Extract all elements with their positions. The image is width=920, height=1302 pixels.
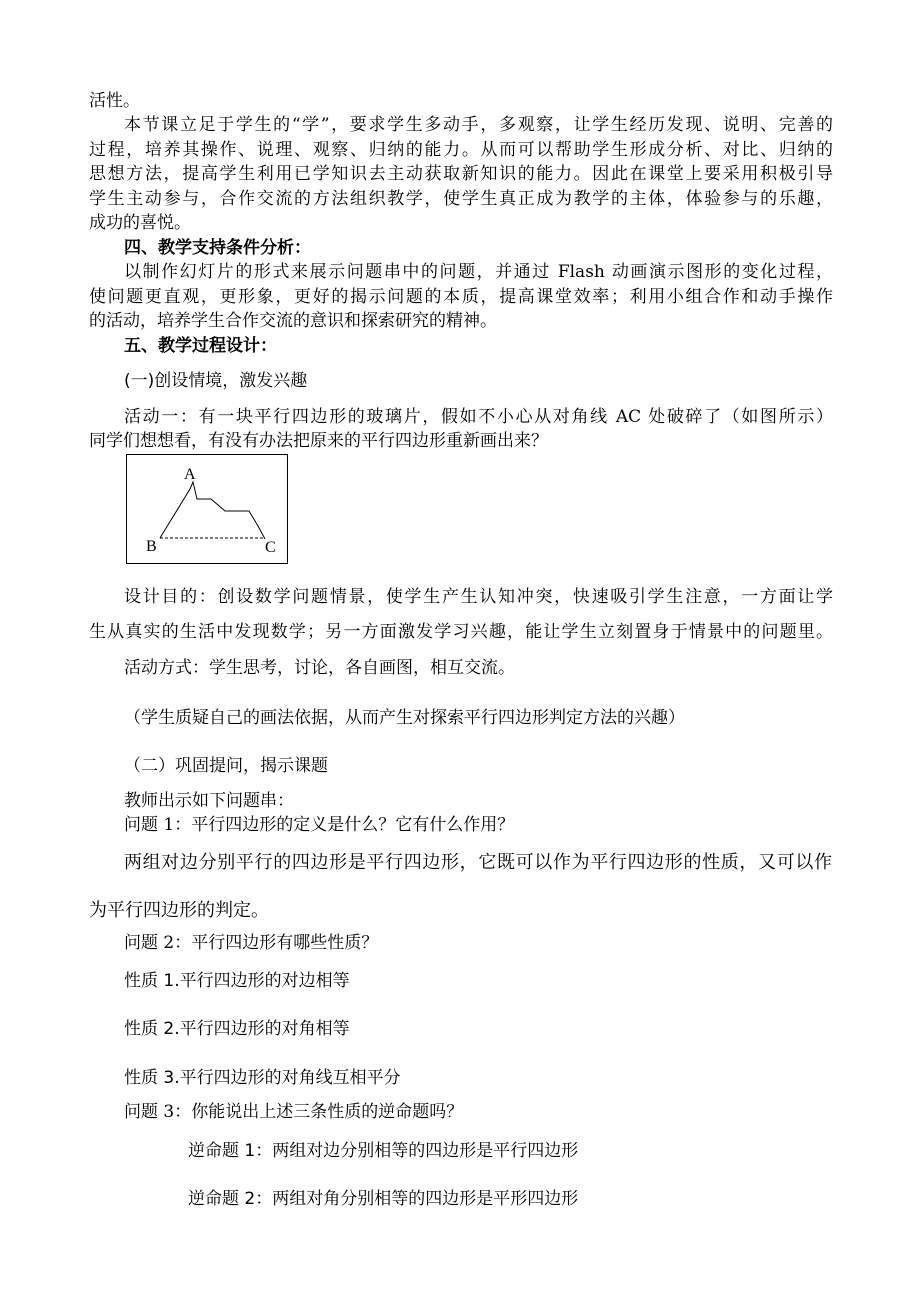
text-line: 同学们想想看，有没有办法把原来的平行四边形重新画出来？ [89, 431, 548, 451]
text-line: 活动方式：学生思考，讨论，各自画图，相互交流。 [124, 658, 515, 678]
text-line: 生从真实的生活中发现数学；另一方面激发学习兴趣，能让学生立刻置身于情景中的问题里。 [89, 622, 833, 642]
broken-edge-line [160, 482, 265, 539]
section-heading-5: 五、教学过程设计： [124, 336, 277, 356]
text-line: 成功的喜悦。 [89, 213, 191, 233]
vertex-label-a: A [184, 466, 196, 483]
text-line: 本节课立足于学生的“学”，要求学生多动手，多观察，让学生经历发现、说明、完善的 [124, 115, 833, 135]
section-heading-4: 四、教学支持条件分析： [124, 238, 311, 258]
subsection-heading-2: （二）巩固提问，揭示课题 [124, 756, 328, 776]
text-line: （学生质疑自己的画法依据，从而产生对探索平行四边形判定方法的兴趣） [124, 708, 685, 728]
question-1: 问题 1：平行四边形的定义是什么？它有什么作用？ [124, 815, 515, 835]
text-line: 活性。 [89, 91, 140, 111]
converse-1: 逆命题 1：两组对边分别相等的四边形是平行四边形 [188, 1141, 579, 1161]
vertex-label-b: B [146, 538, 157, 555]
text-line: 为平行四边形的判定。 [89, 900, 269, 921]
question-3: 问题 3：你能说出上述三条性质的逆命题吗？ [124, 1102, 464, 1122]
property-3: 性质 3.平行四边形的对角线互相平分 [124, 1068, 401, 1088]
text-line: 学生主动参与，合作交流的方法组织教学，使学生真正成为教学的主体，体验参与的乐趣， [89, 189, 833, 209]
text-line: 思想方法，提高学生利用已学知识去主动获取新知识的能力。因此在课堂上要采用积极引导 [89, 164, 833, 184]
text-line: 教师出示如下问题串： [124, 791, 294, 811]
text-line: 以制作幻灯片的形式来展示问题串中的问题，并通过 Flash 动画演示图形的变化过程， [124, 262, 833, 282]
vertex-label-c: C [265, 539, 276, 556]
text-line: 的活动，培养学生合作交流的意识和探索研究的精神。 [89, 311, 497, 331]
property-2: 性质 2.平行四边形的对角相等 [124, 1019, 350, 1039]
text-line: 使问题更直观，更形象，更好的揭示问题的本质，提高课堂效率；利用小组合作和动手操作 [89, 287, 833, 307]
text-line: 两组对边分别平行的四边形是平行四边形，它既可以作为平行四边形的性质，又可以作 [124, 852, 832, 873]
question-2: 问题 2：平行四边形有哪些性质？ [124, 933, 379, 953]
subsection-heading-1: (一)创设情境，激发兴趣 [124, 371, 308, 391]
broken-glass-figure [126, 454, 288, 564]
text-line: 过程，培养其操作、说理、观察、归纳的能力。从而可以帮助学生形成分析、对比、归纳的 [89, 140, 833, 160]
text-line: 活动一：有一块平行四边形的玻璃片，假如不小心从对角线 AC 处破碎了（如图所示） [124, 407, 833, 427]
property-1: 性质 1.平行四边形的对边相等 [124, 971, 350, 991]
converse-2: 逆命题 2：两组对角分别相等的四边形是平形四边形 [188, 1189, 579, 1209]
text-line: 设计目的：创设数学问题情景，使学生产生认知冲突，快速吸引学生注意，一方面让学 [124, 587, 833, 607]
